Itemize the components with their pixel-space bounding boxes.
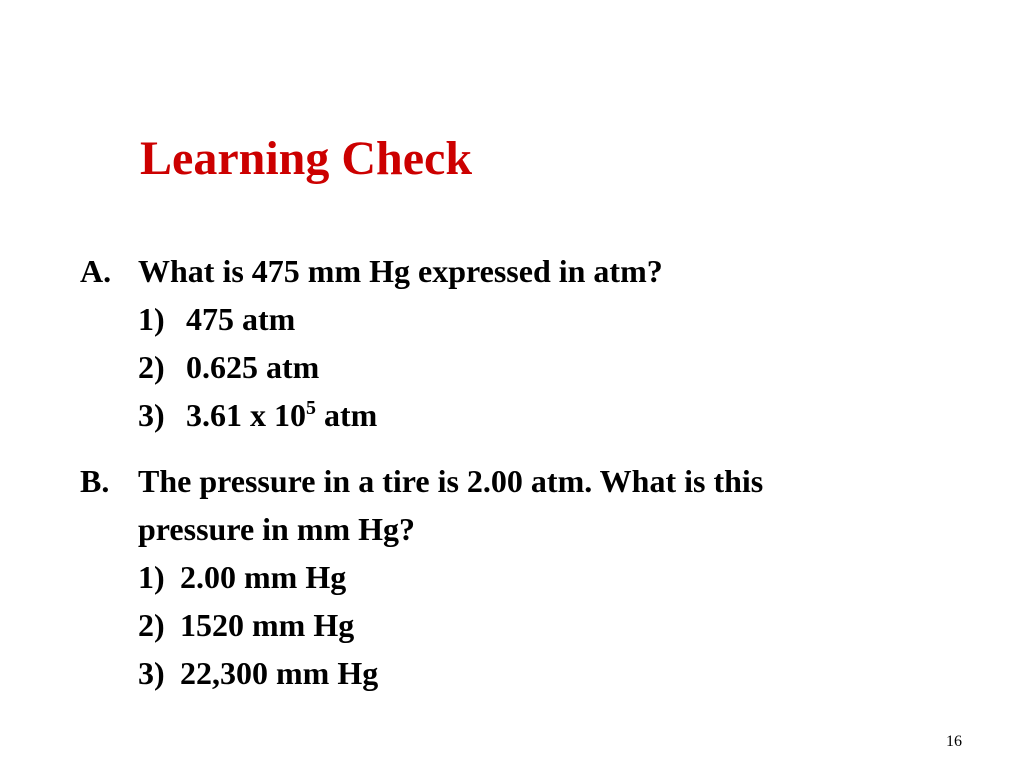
option-text-prefix: 3.61 x 10 [186,397,306,433]
option-text-suffix: atm [316,397,378,433]
question-a-option-3 [138,399,377,431]
option-text: 2.00 mm Hg [180,559,347,595]
option-number: 3) [138,655,165,691]
slide-number: 16 [946,733,962,750]
question-b-option-2 [138,609,354,641]
option-text: 0.625 atm [186,349,320,385]
question-b-option-1 [138,561,346,593]
question-a-text: What is 475 mm Hg expressed in atm? [138,253,663,289]
question-b-option-3 [138,657,378,689]
option-exponent: 5 [306,397,316,419]
option-number: 2) [138,349,165,385]
option-number: 1) [138,559,165,595]
option-number: 2) [138,607,165,643]
question-b-marker: B. [80,463,110,499]
question-b-text-line-2: pressure in mm Hg? [138,511,416,547]
option-text: 22,300 mm Hg [180,655,379,691]
option-number: 1) [138,301,165,337]
question-a-option-2 [138,351,319,383]
slide-title: Learning Check [140,132,473,185]
option-number: 3) [138,397,165,433]
question-b-text-line-1: The pressure in a tire is 2.00 atm. What is this [138,463,764,499]
option-text: 1520 mm Hg [180,607,355,643]
option-text: 475 atm [186,301,296,337]
question-a-option-1 [138,303,295,335]
question-a-marker: A. [80,253,112,289]
